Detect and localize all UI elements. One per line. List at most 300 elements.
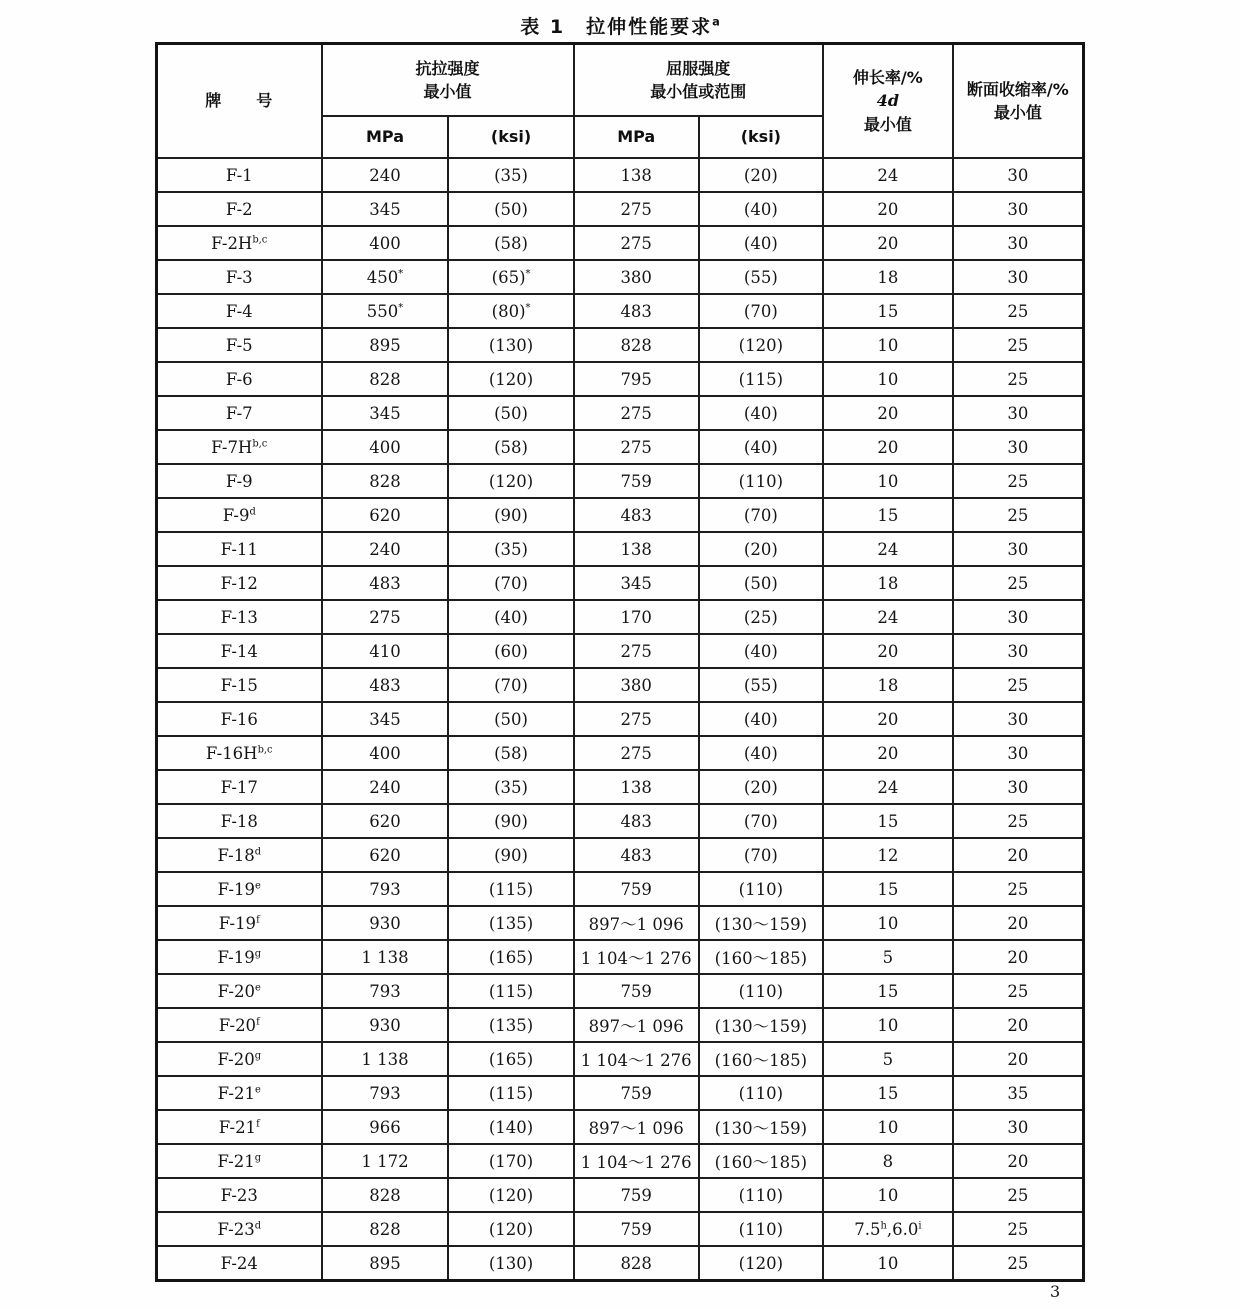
footnote-mark: h	[880, 1220, 887, 1231]
value-cell: (170)	[448, 1144, 573, 1178]
header-tensile-strength	[322, 44, 574, 117]
value-cell: 30	[953, 1110, 1084, 1144]
value-cell: 138	[574, 532, 699, 566]
value-cell: 380	[574, 260, 699, 294]
value-cell: (70)	[699, 838, 823, 872]
value-cell: 275	[574, 736, 699, 770]
value-cell: 1 104～1 276	[574, 940, 699, 974]
value-cell: 25	[953, 498, 1084, 532]
value-cell: 1 104～1 276	[574, 1042, 699, 1076]
grade-cell: F-21e	[157, 1076, 322, 1110]
value-cell: 7.5$^h$,6.0$^i$	[823, 1212, 953, 1246]
value-cell: 450*	[322, 260, 449, 294]
table-row	[157, 158, 1084, 192]
header-elongation-line3: 最小值	[863, 114, 912, 134]
header-unit-yield-ksi: (ksi)	[699, 116, 823, 158]
value-cell: 10	[823, 1110, 953, 1144]
header-unit-yield-mpa: MPa	[574, 116, 699, 158]
table-title-footnote-mark: a	[712, 14, 720, 29]
value-cell: 25	[953, 1212, 1084, 1246]
value-cell: 795	[574, 362, 699, 396]
value-cell: 10	[823, 328, 953, 362]
value-cell: (40)	[699, 226, 823, 260]
value-cell: 620	[322, 804, 449, 838]
value-cell: (160～185)	[699, 940, 823, 974]
value-cell: (130)	[448, 328, 573, 362]
value-cell: (50)	[448, 702, 573, 736]
header-unit-tensile-ksi: (ksi)	[448, 116, 573, 158]
value-cell: 30	[953, 260, 1084, 294]
footnote-mark: *	[525, 302, 531, 313]
value-cell: 897～1 096	[574, 1110, 699, 1144]
value-cell: 25	[953, 1246, 1084, 1281]
header-unit-tensile-mpa: MPa	[322, 116, 449, 158]
value-cell: 345	[322, 702, 449, 736]
value-cell: (70)	[448, 566, 573, 600]
grade-cell: F-18$^d$	[157, 838, 322, 872]
value-cell: (110)	[699, 974, 823, 1008]
value-cell: 170	[574, 600, 699, 634]
table-row	[157, 260, 1084, 294]
value-cell: 828	[322, 1178, 449, 1212]
value-cell: (58)	[448, 430, 573, 464]
footnote-mark: b,c	[252, 234, 268, 245]
value-cell: (140)	[448, 1110, 573, 1144]
value-cell: 30	[953, 532, 1084, 566]
value-cell: (20)	[699, 770, 823, 804]
footnote-mark: d	[254, 1220, 262, 1231]
value-cell: 759	[574, 872, 699, 906]
footnote-mark: *	[398, 268, 404, 279]
table-row	[157, 192, 1084, 226]
value-cell: 400	[322, 430, 449, 464]
value-cell: 400	[322, 736, 449, 770]
footnote-mark: e	[254, 1084, 261, 1095]
value-cell: (130～159)	[699, 906, 823, 940]
header-grade: 牌 号	[157, 44, 322, 159]
value-cell: 15	[823, 974, 953, 1008]
value-cell: 24	[823, 158, 953, 192]
value-cell: 18	[823, 668, 953, 702]
grade-cell: $F-7H^{b,c}$	[157, 430, 322, 464]
value-cell: 20	[823, 192, 953, 226]
tensile-requirements-table-wrap	[155, 42, 1085, 1282]
value-cell: (20)	[699, 532, 823, 566]
value-cell: 20	[953, 1008, 1084, 1042]
value-cell: 30	[953, 226, 1084, 260]
value-cell: (40)	[699, 192, 823, 226]
value-cell: (90)	[448, 804, 573, 838]
value-cell: 20	[953, 838, 1084, 872]
table-row	[157, 600, 1084, 634]
value-cell: 24	[823, 532, 953, 566]
footnote-mark: g	[254, 948, 262, 959]
value-cell: 30	[953, 600, 1084, 634]
tensile-requirements-table	[155, 42, 1085, 1282]
value-cell: 897～1 096	[574, 1008, 699, 1042]
value-cell: (110)	[699, 1212, 823, 1246]
value-cell: 240	[322, 158, 449, 192]
grade-cell: $F-16H^{b,c}$	[157, 736, 322, 770]
value-cell: (40)	[448, 600, 573, 634]
value-cell: 620	[322, 838, 449, 872]
value-cell: (165)	[448, 1042, 573, 1076]
value-cell: 15	[823, 1076, 953, 1110]
value-cell: 10	[823, 1246, 953, 1281]
value-cell: (90)	[448, 498, 573, 532]
table-row	[157, 566, 1084, 600]
value-cell: 24	[823, 770, 953, 804]
value-cell: (90)	[448, 838, 573, 872]
value-cell: 20	[953, 1042, 1084, 1076]
value-cell: 895	[322, 1246, 449, 1281]
footnote-mark: *	[398, 302, 404, 313]
value-cell: (80)*	[448, 294, 573, 328]
footnote-mark: b,c	[257, 744, 273, 755]
grade-cell: F-5	[157, 328, 322, 362]
table-row	[157, 1178, 1084, 1212]
value-cell: 828	[574, 1246, 699, 1281]
header-elongation-gauge: 4d	[876, 91, 900, 111]
footnote-mark: e	[254, 982, 261, 993]
value-cell: 793	[322, 1076, 449, 1110]
value-cell: 15	[823, 804, 953, 838]
grade-cell: F-23	[157, 1178, 322, 1212]
table-row	[157, 1042, 1084, 1076]
value-cell: (120)	[448, 1178, 573, 1212]
value-cell: (120)	[699, 1246, 823, 1281]
value-cell: (60)	[448, 634, 573, 668]
value-cell: 345	[322, 396, 449, 430]
value-cell: 345	[322, 192, 449, 226]
value-cell: (120)	[448, 1212, 573, 1246]
value-cell: 30	[953, 430, 1084, 464]
table-row	[157, 226, 1084, 260]
value-cell: 930	[322, 1008, 449, 1042]
table-header	[157, 44, 1084, 159]
grade-cell: F-12	[157, 566, 322, 600]
grade-cell: F-9	[157, 464, 322, 498]
value-cell: (110)	[699, 1076, 823, 1110]
value-cell: 25	[953, 464, 1084, 498]
footnote-mark: f	[256, 914, 260, 925]
table-row	[157, 498, 1084, 532]
grade-cell: F-16	[157, 702, 322, 736]
value-cell: 380	[574, 668, 699, 702]
value-cell: 30	[953, 396, 1084, 430]
value-cell: (165)	[448, 940, 573, 974]
value-cell: 25	[953, 1178, 1084, 1212]
value-cell: 483	[322, 566, 449, 600]
value-cell: 10	[823, 1178, 953, 1212]
value-cell: 620	[322, 498, 449, 532]
footnote-mark: g	[254, 1050, 262, 1061]
value-cell: 25	[953, 294, 1084, 328]
table-row	[157, 430, 1084, 464]
value-cell: 240	[322, 770, 449, 804]
value-cell: 793	[322, 974, 449, 1008]
value-cell: 483	[574, 498, 699, 532]
table-row	[157, 872, 1084, 906]
value-cell: 930	[322, 906, 449, 940]
value-cell: 25	[953, 328, 1084, 362]
header-reduction-line1: 断面收缩率/%	[966, 79, 1069, 99]
value-cell: 25	[953, 362, 1084, 396]
grade-cell: F-2	[157, 192, 322, 226]
table-row	[157, 464, 1084, 498]
grade-cell: F-7	[157, 396, 322, 430]
grade-cell: F-21$^g$	[157, 1144, 322, 1178]
value-cell: 5	[823, 1042, 953, 1076]
footnote-mark: g	[254, 1152, 262, 1163]
value-cell: 759	[574, 974, 699, 1008]
value-cell: 483	[574, 804, 699, 838]
table-row	[157, 1076, 1084, 1110]
value-cell: (135)	[448, 906, 573, 940]
value-cell: 550*	[322, 294, 449, 328]
value-cell: 895	[322, 328, 449, 362]
table-row	[157, 940, 1084, 974]
value-cell: 35	[953, 1076, 1084, 1110]
value-cell: (40)	[699, 634, 823, 668]
value-cell: 275	[322, 600, 449, 634]
value-cell: (55)	[699, 668, 823, 702]
table-row	[157, 328, 1084, 362]
value-cell: 240	[322, 532, 449, 566]
table-row	[157, 1144, 1084, 1178]
header-elongation	[823, 44, 953, 159]
value-cell: (50)	[699, 566, 823, 600]
value-cell: 275	[574, 430, 699, 464]
value-cell: 400	[322, 226, 449, 260]
grade-cell: F-14	[157, 634, 322, 668]
table-title-text: 表 1 拉伸性能要求	[520, 16, 713, 38]
value-cell: (130～159)	[699, 1008, 823, 1042]
page-number: 3	[1050, 1282, 1061, 1301]
value-cell: (70)	[699, 804, 823, 838]
grade-cell: F-13	[157, 600, 322, 634]
value-cell: 30	[953, 770, 1084, 804]
value-cell: 828	[322, 362, 449, 396]
value-cell: 897～1 096	[574, 906, 699, 940]
table-row	[157, 396, 1084, 430]
table-row	[157, 974, 1084, 1008]
table-title	[155, 12, 1085, 39]
table-body	[157, 158, 1084, 1281]
grade-cell: F-11	[157, 532, 322, 566]
value-cell: (40)	[699, 736, 823, 770]
value-cell: 20	[823, 736, 953, 770]
value-cell: 12	[823, 838, 953, 872]
value-cell: 275	[574, 702, 699, 736]
value-cell: (115)	[448, 974, 573, 1008]
value-cell: 828	[322, 1212, 449, 1246]
grade-cell: F-23$^d$	[157, 1212, 322, 1246]
grade-cell: F-15	[157, 668, 322, 702]
value-cell: 759	[574, 1178, 699, 1212]
grade-cell: F-19e	[157, 872, 322, 906]
header-reduction-line2: 最小值	[993, 103, 1042, 122]
value-cell: (50)	[448, 192, 573, 226]
value-cell: 10	[823, 362, 953, 396]
value-cell: 759	[574, 1076, 699, 1110]
value-cell: 759	[574, 1212, 699, 1246]
value-cell: 275	[574, 634, 699, 668]
value-cell: 30	[953, 158, 1084, 192]
footnote-mark: f	[256, 1016, 260, 1027]
header-reduction-of-area	[953, 44, 1084, 159]
table-row	[157, 532, 1084, 566]
table-row	[157, 1110, 1084, 1144]
grade-cell: F-9$^d$	[157, 498, 322, 532]
table-row	[157, 294, 1084, 328]
grade-cell: F-20$^f$	[157, 1008, 322, 1042]
header-tensile-line1: 抗拉强度	[415, 58, 480, 78]
value-cell: (70)	[448, 668, 573, 702]
value-cell: (120)	[448, 464, 573, 498]
table-row	[157, 770, 1084, 804]
header-elongation-line1: 伸长率/%	[852, 68, 923, 88]
value-cell: (115)	[699, 362, 823, 396]
value-cell: (35)	[448, 158, 573, 192]
grade-cell: F-19$^g$	[157, 940, 322, 974]
value-cell: 20	[953, 1144, 1084, 1178]
value-cell: (25)	[699, 600, 823, 634]
value-cell: (130～159)	[699, 1110, 823, 1144]
table-row	[157, 906, 1084, 940]
grade-cell: F-24	[157, 1246, 322, 1281]
value-cell: (55)	[699, 260, 823, 294]
value-cell: 10	[823, 1008, 953, 1042]
value-cell: 1 172	[322, 1144, 449, 1178]
value-cell: 24	[823, 600, 953, 634]
value-cell: 20	[823, 430, 953, 464]
value-cell: 275	[574, 192, 699, 226]
grade-cell: F-20e	[157, 974, 322, 1008]
table-row	[157, 634, 1084, 668]
value-cell: 345	[574, 566, 699, 600]
table-row	[157, 668, 1084, 702]
table-row	[157, 736, 1084, 770]
header-yield-line2: 最小值或范围	[650, 82, 747, 101]
value-cell: 138	[574, 158, 699, 192]
value-cell: (50)	[448, 396, 573, 430]
value-cell: 30	[953, 702, 1084, 736]
header-yield-line1: 屈服强度	[666, 58, 731, 78]
value-cell: (115)	[448, 872, 573, 906]
value-cell: 483	[574, 838, 699, 872]
value-cell: 275	[574, 396, 699, 430]
value-cell: 20	[953, 940, 1084, 974]
value-cell: (58)	[448, 736, 573, 770]
value-cell: 10	[823, 464, 953, 498]
value-cell: (115)	[448, 1076, 573, 1110]
value-cell: (40)	[699, 430, 823, 464]
grade-cell: $F-2H^{b,c}$	[157, 226, 322, 260]
value-cell: 25	[953, 566, 1084, 600]
value-cell: 20	[823, 634, 953, 668]
value-cell: (120)	[699, 328, 823, 362]
grade-cell: F-20$^g$	[157, 1042, 322, 1076]
value-cell: 828	[322, 464, 449, 498]
value-cell: 15	[823, 872, 953, 906]
value-cell: 20	[953, 906, 1084, 940]
table-row	[157, 1008, 1084, 1042]
value-cell: (160～185)	[699, 1042, 823, 1076]
value-cell: 25	[953, 804, 1084, 838]
grade-cell: F-4	[157, 294, 322, 328]
table-row	[157, 362, 1084, 396]
table-row	[157, 838, 1084, 872]
value-cell: (110)	[699, 872, 823, 906]
value-cell: (35)	[448, 770, 573, 804]
value-cell: (110)	[699, 464, 823, 498]
footnote-mark: d	[254, 846, 262, 857]
value-cell: (20)	[699, 158, 823, 192]
value-cell: (110)	[699, 1178, 823, 1212]
value-cell: (35)	[448, 532, 573, 566]
value-cell: 275	[574, 226, 699, 260]
grade-cell: F-17	[157, 770, 322, 804]
table-row	[157, 1212, 1084, 1246]
grade-cell: F-21$^f$	[157, 1110, 322, 1144]
value-cell: (65)*	[448, 260, 573, 294]
grade-cell: F-19$^f$	[157, 906, 322, 940]
value-cell: 25	[953, 872, 1084, 906]
value-cell: (70)	[699, 498, 823, 532]
grade-cell: F-3	[157, 260, 322, 294]
header-yield-strength	[574, 44, 823, 117]
footnote-mark: b,c	[252, 438, 268, 449]
value-cell: 30	[953, 634, 1084, 668]
footnote-mark: e	[254, 880, 261, 891]
grade-cell: F-1	[157, 158, 322, 192]
value-cell: 966	[322, 1110, 449, 1144]
value-cell: (58)	[448, 226, 573, 260]
value-cell: 15	[823, 498, 953, 532]
footnote-mark: d	[249, 506, 256, 517]
value-cell: (120)	[448, 362, 573, 396]
value-cell: 759	[574, 464, 699, 498]
value-cell: 410	[322, 634, 449, 668]
value-cell: 25	[953, 668, 1084, 702]
value-cell: 20	[823, 702, 953, 736]
value-cell: (160～185)	[699, 1144, 823, 1178]
value-cell: 483	[322, 668, 449, 702]
footnote-mark: i	[918, 1220, 922, 1231]
grade-cell: F-6	[157, 362, 322, 396]
table-row	[157, 1246, 1084, 1281]
value-cell: 25	[953, 974, 1084, 1008]
value-cell: 483	[574, 294, 699, 328]
value-cell: 138	[574, 770, 699, 804]
table-row	[157, 702, 1084, 736]
header-row-1	[157, 44, 1084, 117]
header-tensile-line2: 最小值	[423, 82, 472, 101]
value-cell: 18	[823, 260, 953, 294]
value-cell: 793	[322, 872, 449, 906]
grade-cell: F-18	[157, 804, 322, 838]
table-row	[157, 804, 1084, 838]
footnote-mark: *	[525, 268, 531, 279]
value-cell: 18	[823, 566, 953, 600]
value-cell: 828	[574, 328, 699, 362]
value-cell: 30	[953, 192, 1084, 226]
value-cell: (40)	[699, 396, 823, 430]
footnote-mark: f	[256, 1118, 260, 1129]
value-cell: 1 104～1 276	[574, 1144, 699, 1178]
value-cell: (40)	[699, 702, 823, 736]
